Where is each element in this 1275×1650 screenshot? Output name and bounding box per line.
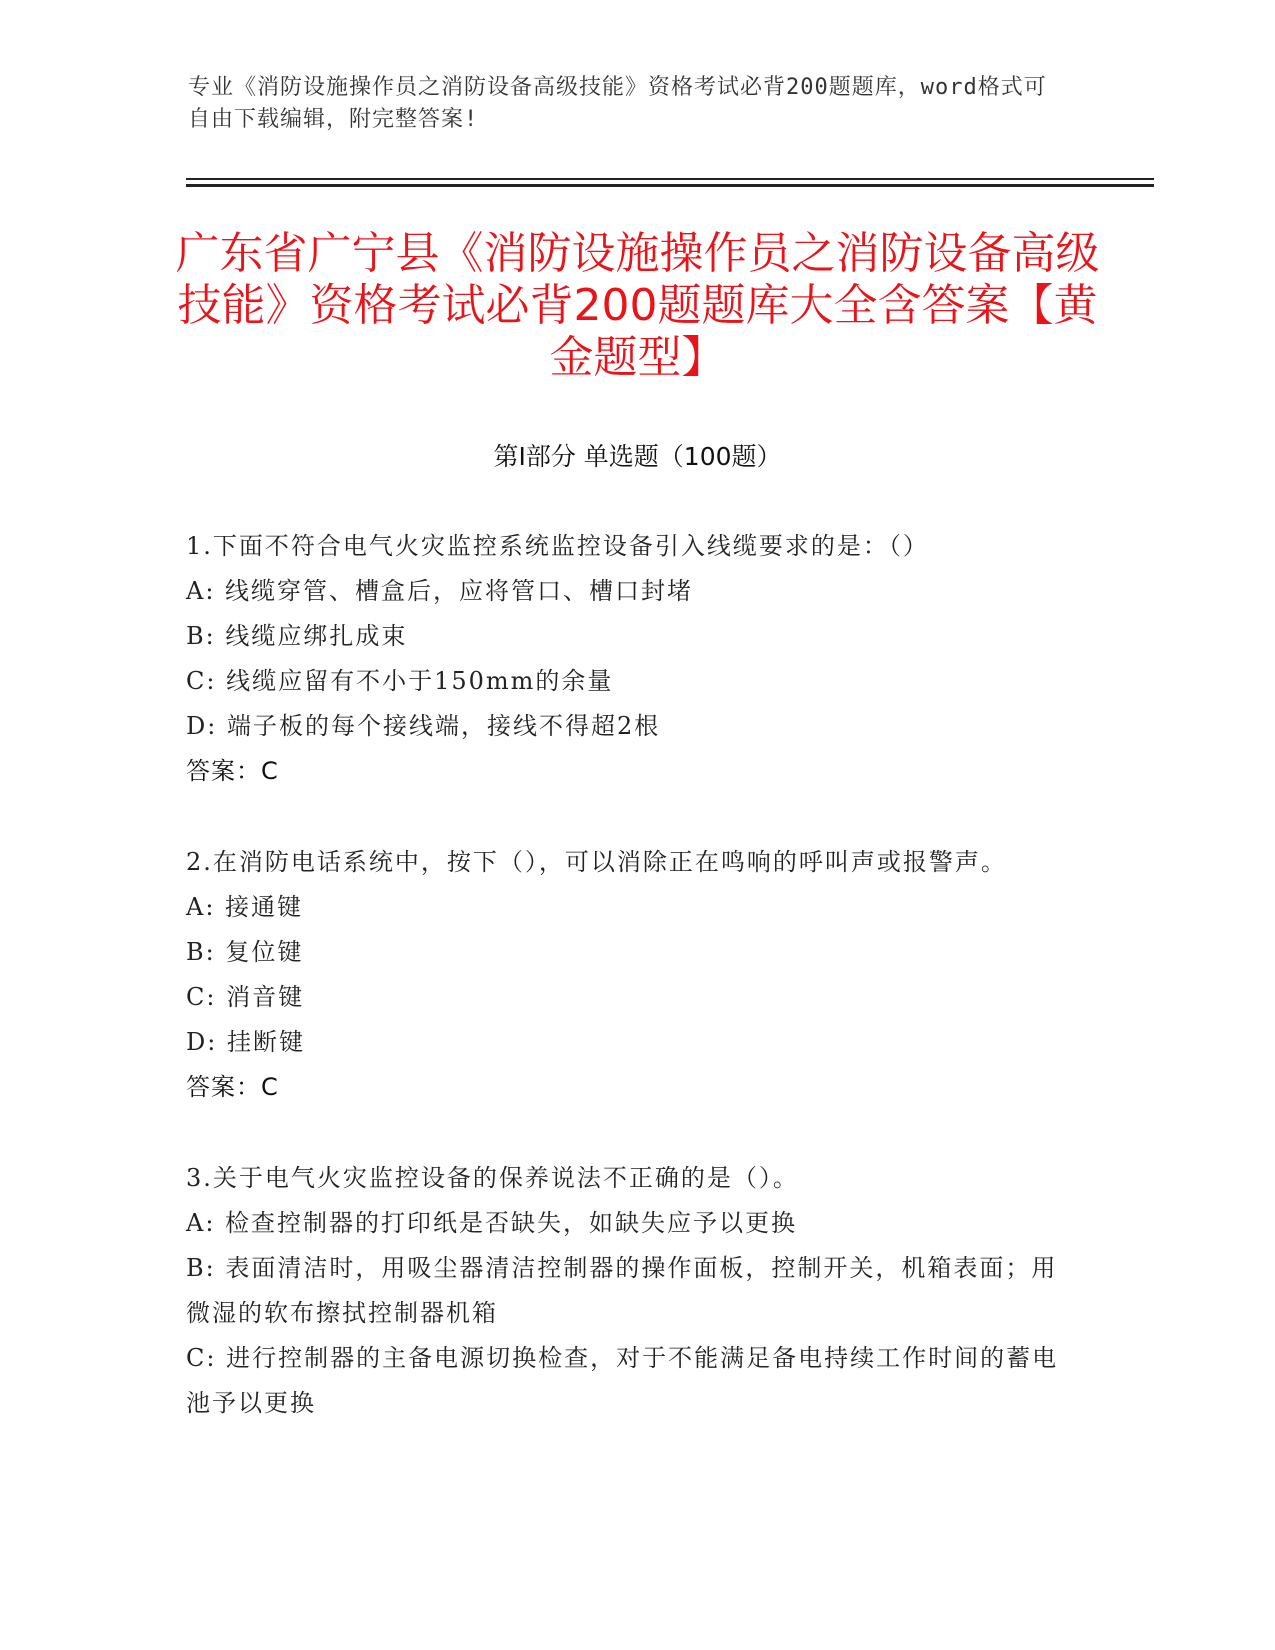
question-stem: 1.下面不符合电气火灾监控系统监控设备引入线缆要求的是：（） xyxy=(186,532,929,560)
question-3 xyxy=(186,1156,1066,1426)
option-c: C: 消音键 xyxy=(186,983,305,1011)
option-a: A: 检查控制器的打印纸是否缺失，如缺失应予以更换 xyxy=(186,1209,798,1237)
option-d: D: 挂断键 xyxy=(186,1028,305,1056)
option-a: A: 接通键 xyxy=(186,893,304,921)
option-c: C: 线缆应留有不小于150mm的余量 xyxy=(186,667,614,695)
question-stem: 3.关于电气火灾监控设备的保养说法不正确的是（）。 xyxy=(186,1164,799,1192)
option-b: B: 线缆应绑扎成束 xyxy=(186,622,408,650)
question-1 xyxy=(186,524,1066,794)
section-heading: 第Ⅰ部分 单选题（100题） xyxy=(493,442,782,471)
question-2 xyxy=(186,840,1066,1110)
option-c: C: 进行控制器的主备电源切换检查，对于不能满足备电持续工作时间的蓄电池予以更换 xyxy=(186,1344,1059,1417)
document-title: 广东省广宁县《消防设施操作员之消防设备高级技能》资格考试必背200题题库大全含答案【黄金题型】 xyxy=(175,228,1100,383)
answer: 答案：C xyxy=(186,757,279,785)
answer: 答案：C xyxy=(186,1073,279,1101)
option-d: D: 端子板的每个接线端，接线不得超2根 xyxy=(186,712,661,740)
option-b: B: 复位键 xyxy=(186,938,304,966)
option-a: A: 线缆穿管、槽盒后，应将管口、槽口封堵 xyxy=(186,577,694,605)
header-note: 专业《消防设施操作员之消防设备高级技能》资格考试必背200题题库，word格式可自由下载编辑，附完整答案! xyxy=(188,75,1047,132)
header-divider-thick xyxy=(186,184,1154,187)
option-b: B: 表面清洁时，用吸尘器清洁控制器的操作面板，控制开关，机箱表面；用微湿的软布擦拭控制器机箱 xyxy=(186,1254,1058,1327)
question-stem: 2.在消防电话系统中，按下（），可以消除正在鸣响的呼叫声或报警声。 xyxy=(186,848,1007,876)
header-divider-thin xyxy=(186,178,1154,180)
question-list xyxy=(186,524,1066,1426)
